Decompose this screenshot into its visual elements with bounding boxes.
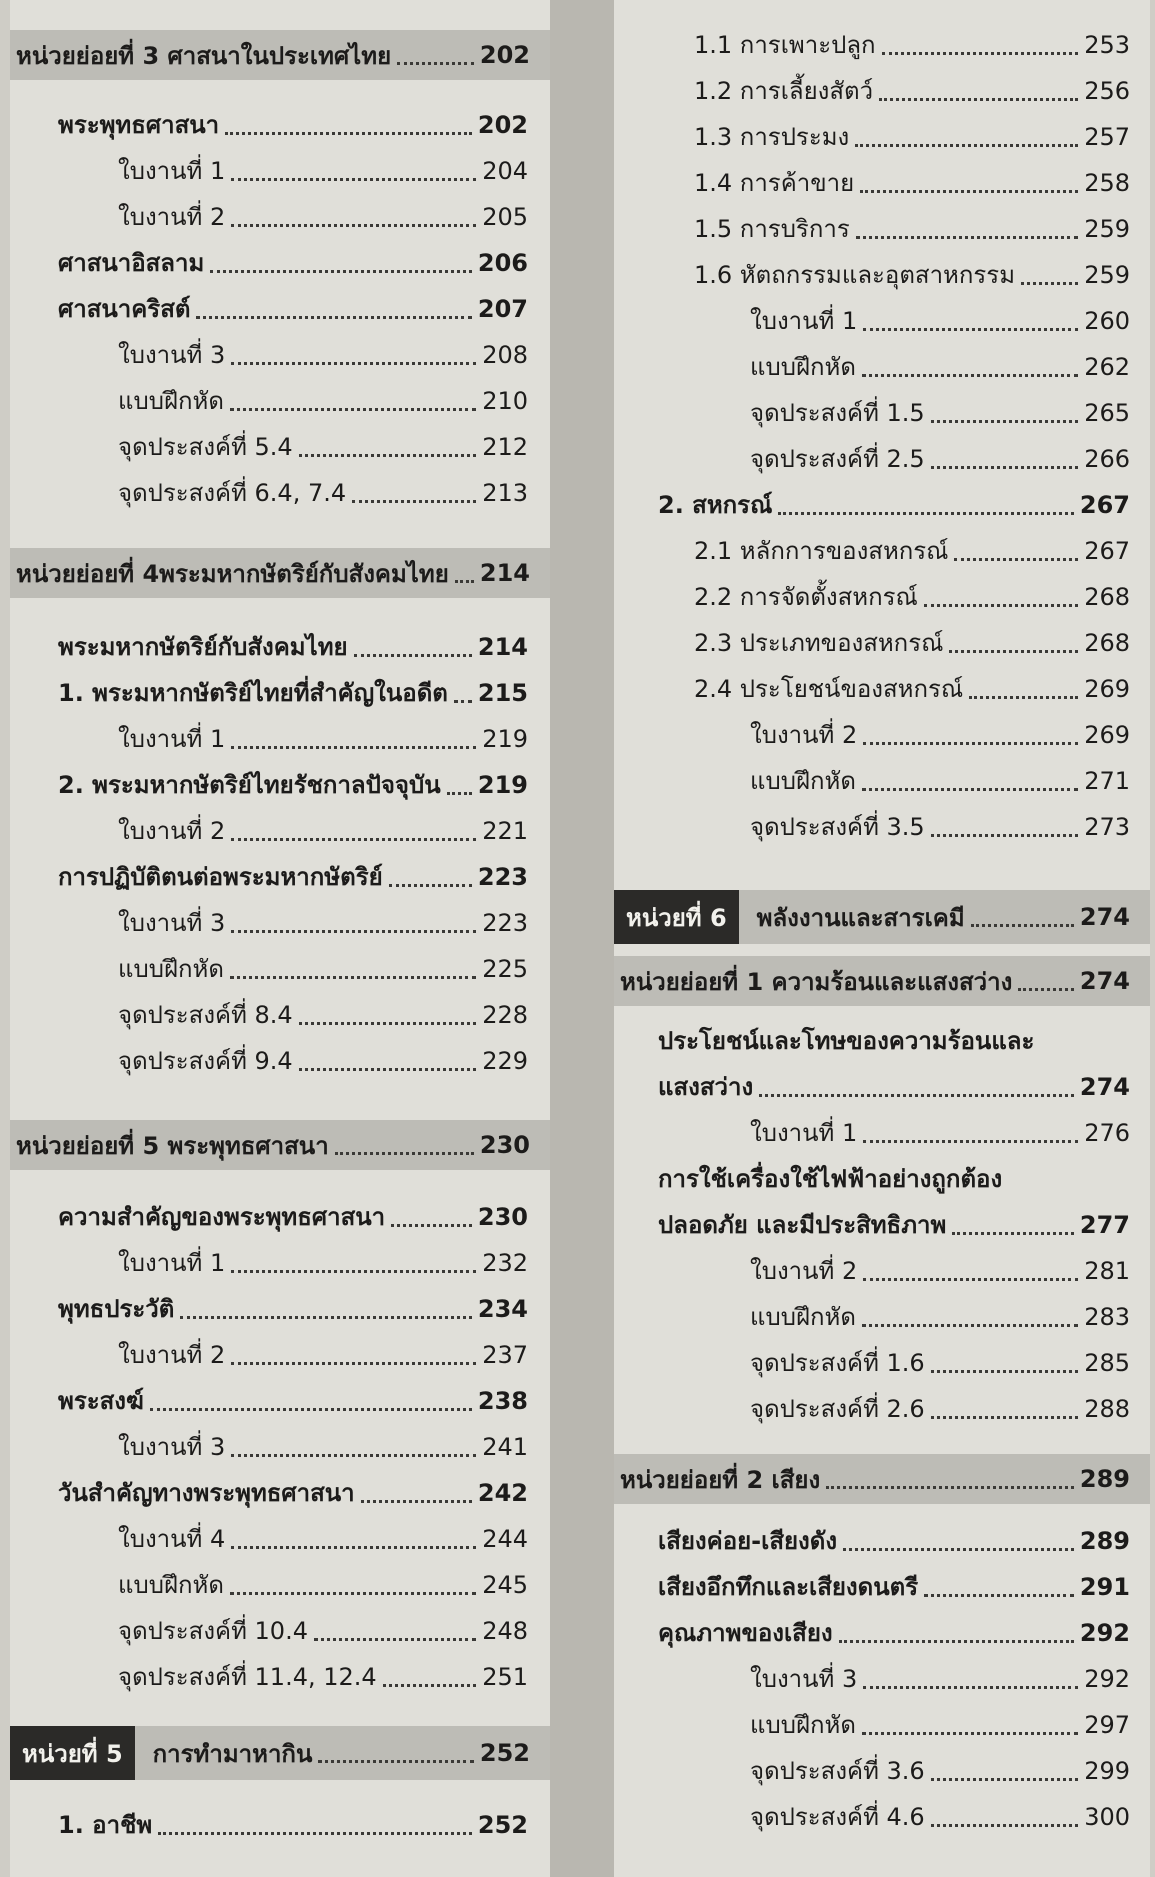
- dot-leader: [862, 1324, 1078, 1327]
- toc-entry[interactable]: [10, 424, 550, 470]
- toc-entry[interactable]: [10, 286, 550, 332]
- toc-entry[interactable]: [10, 1608, 550, 1654]
- toc-entry[interactable]: [614, 298, 1150, 344]
- entry-label: 1.1 การเพาะปลูก: [694, 31, 876, 59]
- subunit-title: หน่วยย่อยที่ 5 พระพุทธศาสนา: [16, 1131, 329, 1160]
- dot-leader: [969, 696, 1078, 699]
- entry-label: จุดประสงค์ที่ 10.4: [118, 1617, 308, 1645]
- toc-entry[interactable]: [10, 378, 550, 424]
- entry-label: 2.1 หลักการของสหกรณ์: [694, 537, 949, 565]
- toc-entry[interactable]: [10, 1654, 550, 1700]
- dot-leader: [299, 454, 476, 457]
- entry-label: จุดประสงค์ที่ 5.4: [118, 433, 293, 461]
- dot-leader: [335, 1152, 474, 1155]
- toc-entry[interactable]: [614, 1748, 1150, 1794]
- dot-leader: [225, 132, 472, 135]
- toc-entry[interactable]: [614, 1794, 1150, 1840]
- page-number: 214: [479, 559, 530, 587]
- entry-label: 1.3 การประมง: [694, 123, 850, 151]
- dot-leader: [931, 466, 1078, 469]
- entry-label: ใบงานที่ 3: [750, 1665, 858, 1693]
- entry-label: จุดประสงค์ที่ 8.4: [118, 1001, 293, 1029]
- dot-leader: [778, 512, 1074, 515]
- dot-leader: [971, 924, 1074, 927]
- subunit-title: หน่วยย่อยที่ 2 เสียง: [620, 1465, 821, 1494]
- page-number: 230: [479, 1131, 530, 1159]
- subunit-title: หน่วยย่อยที่ 3 ศาสนาในประเทศไทย: [16, 41, 392, 70]
- entry-label: แบบฝึกหัด: [750, 353, 856, 381]
- entry-label: ประโยชน์และโทษของความร้อนและ: [658, 1027, 1035, 1055]
- dot-leader: [931, 1824, 1078, 1827]
- page-number: 283: [1084, 1303, 1130, 1331]
- toc-entry[interactable]: [614, 160, 1150, 206]
- page-number: 241: [482, 1433, 528, 1461]
- dot-leader: [230, 976, 476, 979]
- toc-entry[interactable]: [10, 194, 550, 240]
- page-number: 268: [1084, 583, 1130, 611]
- page-number: 234: [477, 1295, 528, 1323]
- page-number: 253: [1084, 31, 1130, 59]
- entry-label: พระมหากษัตริย์กับสังคมไทย: [58, 633, 348, 661]
- page-number: 300: [1084, 1803, 1130, 1831]
- page-number: 299: [1084, 1757, 1130, 1785]
- toc-entry[interactable]: [10, 1562, 550, 1608]
- dot-leader: [299, 1022, 476, 1025]
- dot-leader: [931, 420, 1078, 423]
- entry-label: ความสำคัญของพระพุทธศาสนา: [58, 1203, 386, 1231]
- toc-entry[interactable]: [10, 992, 550, 1038]
- unit-5-header: [10, 1726, 550, 1780]
- entry-label: พระสงฆ์: [58, 1387, 144, 1415]
- entry-label: แบบฝึกหัด: [118, 1571, 224, 1599]
- dot-leader: [383, 1684, 477, 1687]
- entry-label: 1.5 การบริการ: [694, 215, 850, 243]
- page-number: 252: [477, 1811, 528, 1839]
- unit-title: พลังงานและสารเคมี: [756, 903, 965, 932]
- entry-label: ใบงานที่ 2: [118, 1341, 226, 1369]
- page-number: 232: [482, 1249, 528, 1277]
- page-number: 269: [1084, 675, 1130, 703]
- entry-label: การปฏิบัติตนต่อพระมหากษัตริย์: [58, 863, 383, 891]
- toc-entry[interactable]: [10, 854, 550, 900]
- dot-leader: [863, 328, 1078, 331]
- dot-leader: [318, 1760, 474, 1763]
- dot-leader: [949, 650, 1078, 653]
- unit-badge: หน่วยที่ 5: [10, 1726, 135, 1780]
- dot-leader: [150, 1408, 472, 1411]
- dot-leader: [230, 1592, 476, 1595]
- page-number: 213: [482, 479, 528, 507]
- dot-leader: [952, 1232, 1074, 1235]
- toc-entry[interactable]: [10, 1378, 550, 1424]
- dot-leader: [158, 1832, 472, 1835]
- page-number: 276: [1084, 1119, 1130, 1147]
- page-number: 285: [1084, 1349, 1130, 1377]
- entry-label: พุทธประวัติ: [58, 1295, 175, 1323]
- page-number: 260: [1084, 307, 1130, 335]
- entry-label: แบบฝึกหัด: [750, 1303, 856, 1331]
- toc-entry[interactable]: [10, 624, 550, 670]
- page-number: 251: [482, 1663, 528, 1691]
- dot-leader: [231, 362, 476, 365]
- dot-leader: [759, 1094, 1074, 1097]
- toc-entry[interactable]: [614, 1518, 1150, 1564]
- toc-entry[interactable]: [614, 1564, 1150, 1610]
- dot-leader: [862, 1732, 1078, 1735]
- dot-leader: [863, 1278, 1078, 1281]
- dot-leader: [196, 316, 471, 319]
- page-number: 289: [1079, 1527, 1130, 1555]
- toc-entry[interactable]: [614, 1340, 1150, 1386]
- entry-label: จุดประสงค์ที่ 2.6: [750, 1395, 925, 1423]
- toc-entry[interactable]: [614, 436, 1150, 482]
- entry-label: ใบงานที่ 3: [118, 1433, 226, 1461]
- toc-entry[interactable]: [614, 1656, 1150, 1702]
- entry-label: จุดประสงค์ที่ 9.4: [118, 1047, 293, 1075]
- page-number: 268: [1084, 629, 1130, 657]
- dot-leader: [856, 236, 1078, 239]
- unit-6-header: [614, 890, 1150, 944]
- dot-leader: [231, 930, 476, 933]
- entry-label: ปลอดภัย และมีประสิทธิภาพ: [658, 1211, 947, 1239]
- entry-label: 1.2 การเลี้ยงสัตว์: [694, 77, 874, 105]
- toc-entry[interactable]: [614, 528, 1150, 574]
- dot-leader: [231, 224, 476, 227]
- dot-leader: [862, 374, 1078, 377]
- page-number: 202: [477, 111, 528, 139]
- entry-label: จุดประสงค์ที่ 11.4, 12.4: [118, 1663, 377, 1691]
- entry-label: การใช้เครื่องใช้ไฟฟ้าอย่างถูกต้อง: [658, 1165, 1003, 1193]
- page-number: 229: [482, 1047, 528, 1075]
- page-number: 245: [482, 1571, 528, 1599]
- toc-entry[interactable]: [10, 716, 550, 762]
- toc-entry[interactable]: [614, 1064, 1150, 1110]
- unit-badge: หน่วยที่ 6: [614, 890, 739, 944]
- toc-entry[interactable]: [614, 22, 1150, 68]
- subunit-2-header: [614, 1454, 1150, 1504]
- entry-label: 2. สหกรณ์: [658, 491, 773, 519]
- dot-leader: [230, 408, 476, 411]
- entry-label: ใบงานที่ 1: [118, 725, 226, 753]
- page-number: 242: [477, 1479, 528, 1507]
- dot-leader: [231, 178, 476, 181]
- entry-label: เสียงอึกทึกและเสียงดนตรี: [658, 1573, 919, 1601]
- toc-entry[interactable]: [614, 1610, 1150, 1656]
- page-number: 223: [482, 909, 528, 937]
- dot-leader: [231, 1270, 476, 1273]
- dot-leader: [862, 788, 1078, 791]
- toc-entry[interactable]: [614, 1202, 1150, 1248]
- toc-entry[interactable]: [614, 574, 1150, 620]
- dot-leader: [931, 1416, 1078, 1419]
- toc-entry[interactable]: [10, 240, 550, 286]
- page-number: 259: [1084, 215, 1130, 243]
- page-number: 281: [1084, 1257, 1130, 1285]
- toc-entry[interactable]: [614, 1110, 1150, 1156]
- toc-entry[interactable]: [10, 670, 550, 716]
- entry-label: ศาสนาคริสต์: [58, 295, 191, 323]
- page-number: 267: [1079, 491, 1130, 519]
- dot-leader: [924, 604, 1078, 607]
- page-number: 230: [477, 1203, 528, 1231]
- dot-leader: [863, 1140, 1078, 1143]
- entry-label: จุดประสงค์ที่ 6.4, 7.4: [118, 479, 347, 507]
- dot-leader: [931, 1778, 1078, 1781]
- toc-entry[interactable]: [10, 1424, 550, 1470]
- toc-entry[interactable]: [10, 1802, 550, 1848]
- toc-right-column: [614, 0, 1150, 1877]
- entry-label: เสียงค่อย-เสียงดัง: [658, 1527, 838, 1555]
- page-number: 267: [1084, 537, 1130, 565]
- toc-entry[interactable]: [10, 900, 550, 946]
- subunit-3-header: [10, 30, 550, 80]
- toc-entry[interactable]: [614, 206, 1150, 252]
- entry-label: ใบงานที่ 2: [750, 1257, 858, 1285]
- entry-label: ใบงานที่ 3: [118, 909, 226, 937]
- toc-entry[interactable]: [614, 1702, 1150, 1748]
- entry-label: แบบฝึกหัด: [118, 955, 224, 983]
- dot-leader: [314, 1638, 476, 1641]
- page-number: 269: [1084, 721, 1130, 749]
- toc-entry[interactable]: [614, 68, 1150, 114]
- page-number: 288: [1084, 1395, 1130, 1423]
- entry-label: ใบงานที่ 2: [750, 721, 858, 749]
- entry-label: พระพุทธศาสนา: [58, 111, 220, 139]
- page-number: 274: [1079, 903, 1130, 931]
- toc-entry[interactable]: [10, 762, 550, 808]
- page-number: 297: [1084, 1711, 1130, 1739]
- page-number: 257: [1084, 123, 1130, 151]
- dot-leader: [860, 190, 1078, 193]
- toc-entry[interactable]: [614, 1018, 1150, 1064]
- entry-label: คุณภาพของเสียง: [658, 1619, 833, 1647]
- dot-leader: [447, 792, 472, 795]
- dot-leader: [352, 500, 476, 503]
- page-number: 221: [482, 817, 528, 845]
- page-number: 258: [1084, 169, 1130, 197]
- toc-entry[interactable]: [614, 1156, 1150, 1202]
- entry-label: ใบงานที่ 2: [118, 203, 226, 231]
- subunit-5-header: [10, 1120, 550, 1170]
- toc-entry[interactable]: [614, 1248, 1150, 1294]
- subunit-1-header: [614, 956, 1150, 1006]
- page-number: 219: [482, 725, 528, 753]
- entry-label: ใบงานที่ 1: [750, 307, 858, 335]
- page-number: 225: [482, 955, 528, 983]
- entry-label: ใบงานที่ 1: [750, 1119, 858, 1147]
- toc-entry[interactable]: [10, 148, 550, 194]
- subunit-4-header: [10, 548, 550, 598]
- page-number: 204: [482, 157, 528, 185]
- toc-entry[interactable]: [614, 1294, 1150, 1340]
- toc-entry[interactable]: [10, 1038, 550, 1084]
- toc-entry[interactable]: [10, 470, 550, 516]
- toc-entry[interactable]: [614, 620, 1150, 666]
- entry-label: จุดประสงค์ที่ 3.5: [750, 813, 925, 841]
- page-number: 274: [1079, 967, 1130, 995]
- dot-leader: [389, 884, 472, 887]
- entry-label: 1.6 หัตถกรรมและอุตสาหกรรม: [694, 261, 1016, 289]
- entry-label: จุดประสงค์ที่ 3.6: [750, 1757, 925, 1785]
- dot-leader: [361, 1500, 472, 1503]
- toc-entry[interactable]: [10, 1332, 550, 1378]
- entry-label: จุดประสงค์ที่ 2.5: [750, 445, 925, 473]
- toc-entry[interactable]: [10, 102, 550, 148]
- dot-leader: [231, 1362, 476, 1365]
- page-number: 292: [1084, 1665, 1130, 1693]
- toc-entry[interactable]: [614, 114, 1150, 160]
- page-number: 202: [479, 41, 530, 69]
- toc-entry[interactable]: [614, 344, 1150, 390]
- entry-label: วันสำคัญทางพระพุทธศาสนา: [58, 1479, 355, 1507]
- page-number: 244: [482, 1525, 528, 1553]
- page-number: 205: [482, 203, 528, 231]
- page-number: 212: [482, 433, 528, 461]
- entry-label: แบบฝึกหัด: [750, 767, 856, 795]
- page-number: 210: [482, 387, 528, 415]
- entry-label: แบบฝึกหัด: [750, 1711, 856, 1739]
- toc-entry[interactable]: [614, 758, 1150, 804]
- page-number: 214: [477, 633, 528, 661]
- subunit-title: หน่วยย่อยที่ 4พระมหากษัตริย์กับสังคมไทย: [16, 559, 449, 588]
- page-number: 228: [482, 1001, 528, 1029]
- toc-entry[interactable]: [614, 252, 1150, 298]
- entry-label: ใบงานที่ 1: [118, 157, 226, 185]
- page-number: 273: [1084, 813, 1130, 841]
- page-number: 206: [477, 249, 528, 277]
- page-number: 259: [1084, 261, 1130, 289]
- toc-entry[interactable]: [614, 390, 1150, 436]
- toc-entry[interactable]: [10, 1286, 550, 1332]
- dot-leader: [455, 580, 474, 583]
- dot-leader: [231, 1546, 476, 1549]
- dot-leader: [180, 1316, 472, 1319]
- page-number: 291: [1079, 1573, 1130, 1601]
- toc-entry[interactable]: [10, 1470, 550, 1516]
- dot-leader: [843, 1548, 1074, 1551]
- page-number: 252: [479, 1739, 530, 1767]
- entry-label: ใบงานที่ 1: [118, 1249, 226, 1277]
- page-number: 219: [477, 771, 528, 799]
- subunit-title: หน่วยย่อยที่ 1 ความร้อนและแสงสว่าง: [620, 967, 1013, 996]
- dot-leader: [931, 1370, 1078, 1373]
- dot-leader: [391, 1224, 472, 1227]
- dot-leader: [863, 742, 1078, 745]
- dot-leader: [231, 1454, 476, 1457]
- entry-label: ใบงานที่ 3: [118, 341, 226, 369]
- page-number: 266: [1084, 445, 1130, 473]
- page-number: 265: [1084, 399, 1130, 427]
- page-number: 208: [482, 341, 528, 369]
- dot-leader: [839, 1640, 1074, 1643]
- toc-entry[interactable]: [10, 332, 550, 378]
- toc-entry[interactable]: [10, 1516, 550, 1562]
- page-number: 256: [1084, 77, 1130, 105]
- entry-label: ศาสนาอิสลาม: [58, 249, 205, 277]
- page-number: 223: [477, 863, 528, 891]
- dot-leader: [231, 746, 476, 749]
- entry-label: ใบงานที่ 2: [118, 817, 226, 845]
- toc-entry[interactable]: [614, 1386, 1150, 1432]
- page-number: 238: [477, 1387, 528, 1415]
- entry-label: แบบฝึกหัด: [118, 387, 224, 415]
- dot-leader: [826, 1486, 1074, 1489]
- toc-entry[interactable]: [10, 1240, 550, 1286]
- entry-label: 2. พระมหากษัตริย์ไทยรัชกาลปัจจุบัน: [58, 771, 441, 799]
- toc-entry[interactable]: [10, 1194, 550, 1240]
- dot-leader: [231, 838, 476, 841]
- entry-label: จุดประสงค์ที่ 1.5: [750, 399, 925, 427]
- dot-leader: [855, 144, 1078, 147]
- page-number: 215: [477, 679, 528, 707]
- dot-leader: [931, 834, 1078, 837]
- entry-label: จุดประสงค์ที่ 1.6: [750, 1349, 925, 1377]
- page-number: 207: [477, 295, 528, 323]
- dot-leader: [299, 1068, 476, 1071]
- page-number: 237: [482, 1341, 528, 1369]
- dot-leader: [397, 62, 474, 65]
- toc-left-column: [10, 0, 550, 1877]
- entry-label: 2.2 การจัดตั้งสหกรณ์: [694, 583, 918, 611]
- page-number: 262: [1084, 353, 1130, 381]
- toc-entry[interactable]: [614, 666, 1150, 712]
- toc-entry[interactable]: [10, 808, 550, 854]
- dot-leader: [954, 558, 1078, 561]
- toc-entry[interactable]: [614, 482, 1150, 528]
- dot-leader: [924, 1594, 1074, 1597]
- toc-entry[interactable]: [10, 946, 550, 992]
- toc-entry[interactable]: [614, 712, 1150, 758]
- dot-leader: [454, 700, 472, 703]
- page-number: 274: [1079, 1073, 1130, 1101]
- dot-leader: [210, 270, 472, 273]
- dot-leader: [882, 52, 1079, 55]
- book-gutter: [550, 0, 614, 1877]
- entry-label: 1. อาชีพ: [58, 1811, 153, 1839]
- entry-label: 1. พระมหากษัตริย์ไทยที่สำคัญในอดีต: [58, 679, 448, 707]
- entry-label: 2.4 ประโยชน์ของสหกรณ์: [694, 675, 964, 703]
- page-number: 289: [1079, 1465, 1130, 1493]
- entry-label: 1.4 การค้าขาย: [694, 169, 855, 197]
- entry-label: แสงสว่าง: [658, 1073, 754, 1101]
- unit-title: การทำมาหากิน: [152, 1739, 313, 1768]
- dot-leader: [879, 98, 1078, 101]
- page-number: 271: [1084, 767, 1130, 795]
- page-number: 277: [1079, 1211, 1130, 1239]
- entry-label: 2.3 ประเภทของสหกรณ์: [694, 629, 944, 657]
- dot-leader: [1018, 988, 1074, 991]
- dot-leader: [863, 1686, 1078, 1689]
- dot-leader: [1021, 282, 1078, 285]
- entry-label: จุดประสงค์ที่ 4.6: [750, 1803, 925, 1831]
- toc-entry[interactable]: [614, 804, 1150, 850]
- page-number: 248: [482, 1617, 528, 1645]
- page-number: 292: [1079, 1619, 1130, 1647]
- entry-label: ใบงานที่ 4: [118, 1525, 226, 1553]
- dot-leader: [354, 654, 472, 657]
